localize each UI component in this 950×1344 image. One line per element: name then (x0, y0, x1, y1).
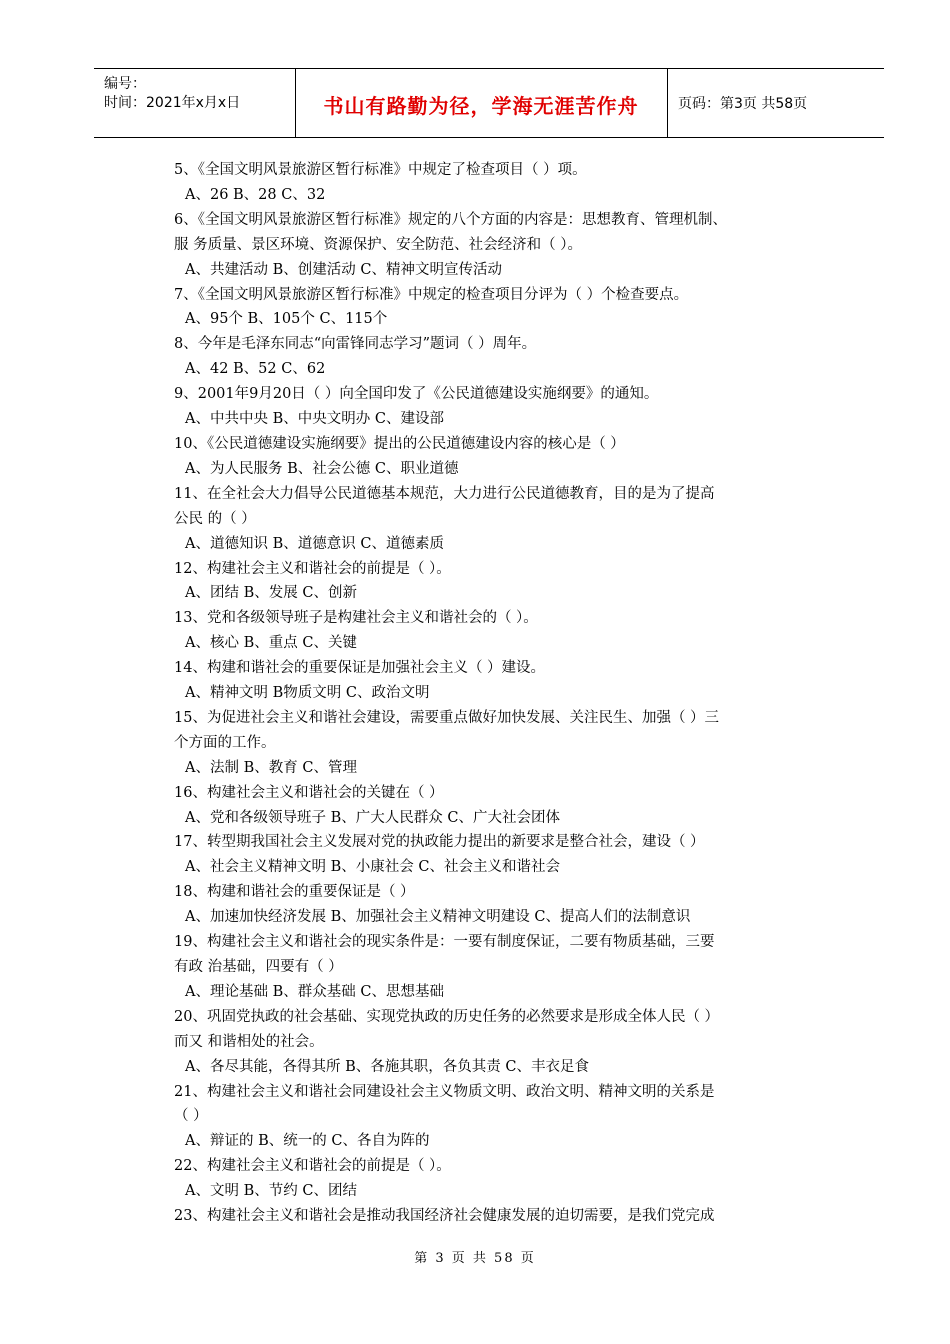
question-text: 8、今年是毛泽东同志“向雷锋同志学习”题词（ ）周年。 (174, 336, 537, 353)
question-text: 20、巩固党执政的社会基础、实现党执政的历史任务的必然要求是形成全体人民（ ） (174, 1008, 720, 1025)
question-text: 13、党和各级领导班子是构建社会主义和谐社会的（ ）。 (174, 610, 538, 627)
question-text: 23、构建社会主义和谐社会是推动我国经济社会健康发展的迫切需要，是我们党完成 (174, 1208, 715, 1225)
answer-options: A、法制 B、教育 C、管理 (185, 759, 357, 776)
answer-options: A、各尽其能，各得其所 B、各施其职，各负其责 C、丰衣足食 (185, 1058, 589, 1075)
page-footer: 第 3 页 共 58 页 (414, 1251, 536, 1266)
question-text-continued: 服 务质量、景区环境、资源保护、安全防范、社会经济和（ ）。 (174, 236, 582, 253)
question-text: 5、《全国文明风景旅游区暂行标准》中规定了检查项目（ ）项。 (174, 162, 587, 178)
answer-options: A、核心 B、重点 C、关键 (185, 635, 357, 652)
question-text: 10、《公民道德建设实施纲要》提出的公民道德建设内容的核心是（ ） (174, 435, 625, 452)
question-text-continued: 有政 治基础，四要有（ ） (174, 959, 343, 975)
question-text-continued: 公民 的（ ） (174, 510, 256, 527)
question-text: 21、构建社会主义和谐社会同建设社会主义物质文明、政治文明、精神文明的关系是 (174, 1083, 715, 1100)
answer-options: A、共建活动 B、创建活动 C、精神文明宣传活动 (185, 261, 502, 278)
document-time-label: 时间：2021年x月x日 (104, 95, 241, 111)
header-page-info: 页码：第3页 共58页 (678, 96, 808, 112)
answer-options: A、为人民服务 B、社会公德 C、职业道德 (185, 460, 459, 477)
question-text: 6、《全国文明风景旅游区暂行标准》规定的八个方面的内容是：思想教育、管理机制、 (174, 211, 727, 228)
answer-options: A、党和各级领导班子 B、广大人民群众 C、广大社会团体 (185, 809, 560, 826)
answer-options: A、中共中央 B、中央文明办 C、建设部 (185, 411, 444, 428)
header-meta-cell (94, 69, 296, 137)
answer-options: A、辩证的 B、统一的 C、各自为阵的 (185, 1133, 430, 1150)
answer-options: A、理论基础 B、群众基础 C、思想基础 (185, 983, 444, 1000)
question-text: 12、构建社会主义和谐社会的前提是（ ）。 (174, 560, 451, 577)
answer-options: A、社会主义精神文明 B、小康社会 C、社会主义和谐社会 (185, 859, 560, 876)
question-text: 19、构建社会主义和谐社会的现实条件是：一要有制度保证，二要有物质基础，三要 (174, 934, 715, 951)
question-text: 11、在全社会大力倡导公民道德基本规范，大力进行公民道德教育，目的是为了提高 (174, 485, 715, 502)
question-text-continued: （ ） (174, 1108, 208, 1125)
document-number-label: 编号： (104, 76, 146, 92)
question-text: 7、《全国文明风景旅游区暂行标准》中规定的检查项目分评为（ ）个检查要点。 (174, 286, 689, 303)
question-text: 22、构建社会主义和谐社会的前提是（ ）。 (174, 1158, 451, 1175)
header-motto-cell (295, 69, 668, 137)
answer-options: A、文明 B、节约 C、团结 (185, 1183, 357, 1200)
question-text: 18、构建和谐社会的重要保证是（ ） (174, 884, 415, 901)
page-header (94, 68, 884, 138)
question-list (174, 158, 824, 1229)
question-text: 17、转型期我国社会主义发展对党的执政能力提出的新要求是整合社会，建设（ ） (174, 834, 705, 851)
answer-options: A、42 B、52 C、62 (185, 361, 326, 378)
question-text-continued: 而又 和谐相处的社会。 (174, 1033, 324, 1050)
header-page-cell (668, 69, 884, 137)
question-text: 16、构建社会主义和谐社会的关键在（ ） (174, 784, 444, 801)
question-text-continued: 个方面的工作。 (174, 734, 276, 751)
answer-options: A、95个 B、105个 C、115个 (185, 311, 388, 328)
answer-options: A、团结 B、发展 C、创新 (185, 585, 357, 602)
question-text: 9、2001年9月20日（ ）向全国印发了《公民道德建设实施纲要》的通知。 (174, 386, 659, 403)
question-text: 14、构建和谐社会的重要保证是加强社会主义（ ）建设。 (174, 660, 546, 677)
question-text: 15、为促进社会主义和谐社会建设，需要重点做好加快发展、关注民生、加强（ ）三 (174, 709, 720, 726)
answer-options: A、道德知识 B、道德意识 C、道德素质 (185, 535, 444, 552)
header-motto: 书山有路勤为径，学海无涯苦作舟 (323, 94, 639, 118)
answer-options: A、26 B、28 C、32 (185, 186, 326, 203)
answer-options: A、精神文明 B物质文明 C、政治文明 (185, 685, 430, 702)
answer-options: A、加速加快经济发展 B、加强社会主义精神文明建设 C、提高人们的法制意识 (185, 909, 691, 926)
